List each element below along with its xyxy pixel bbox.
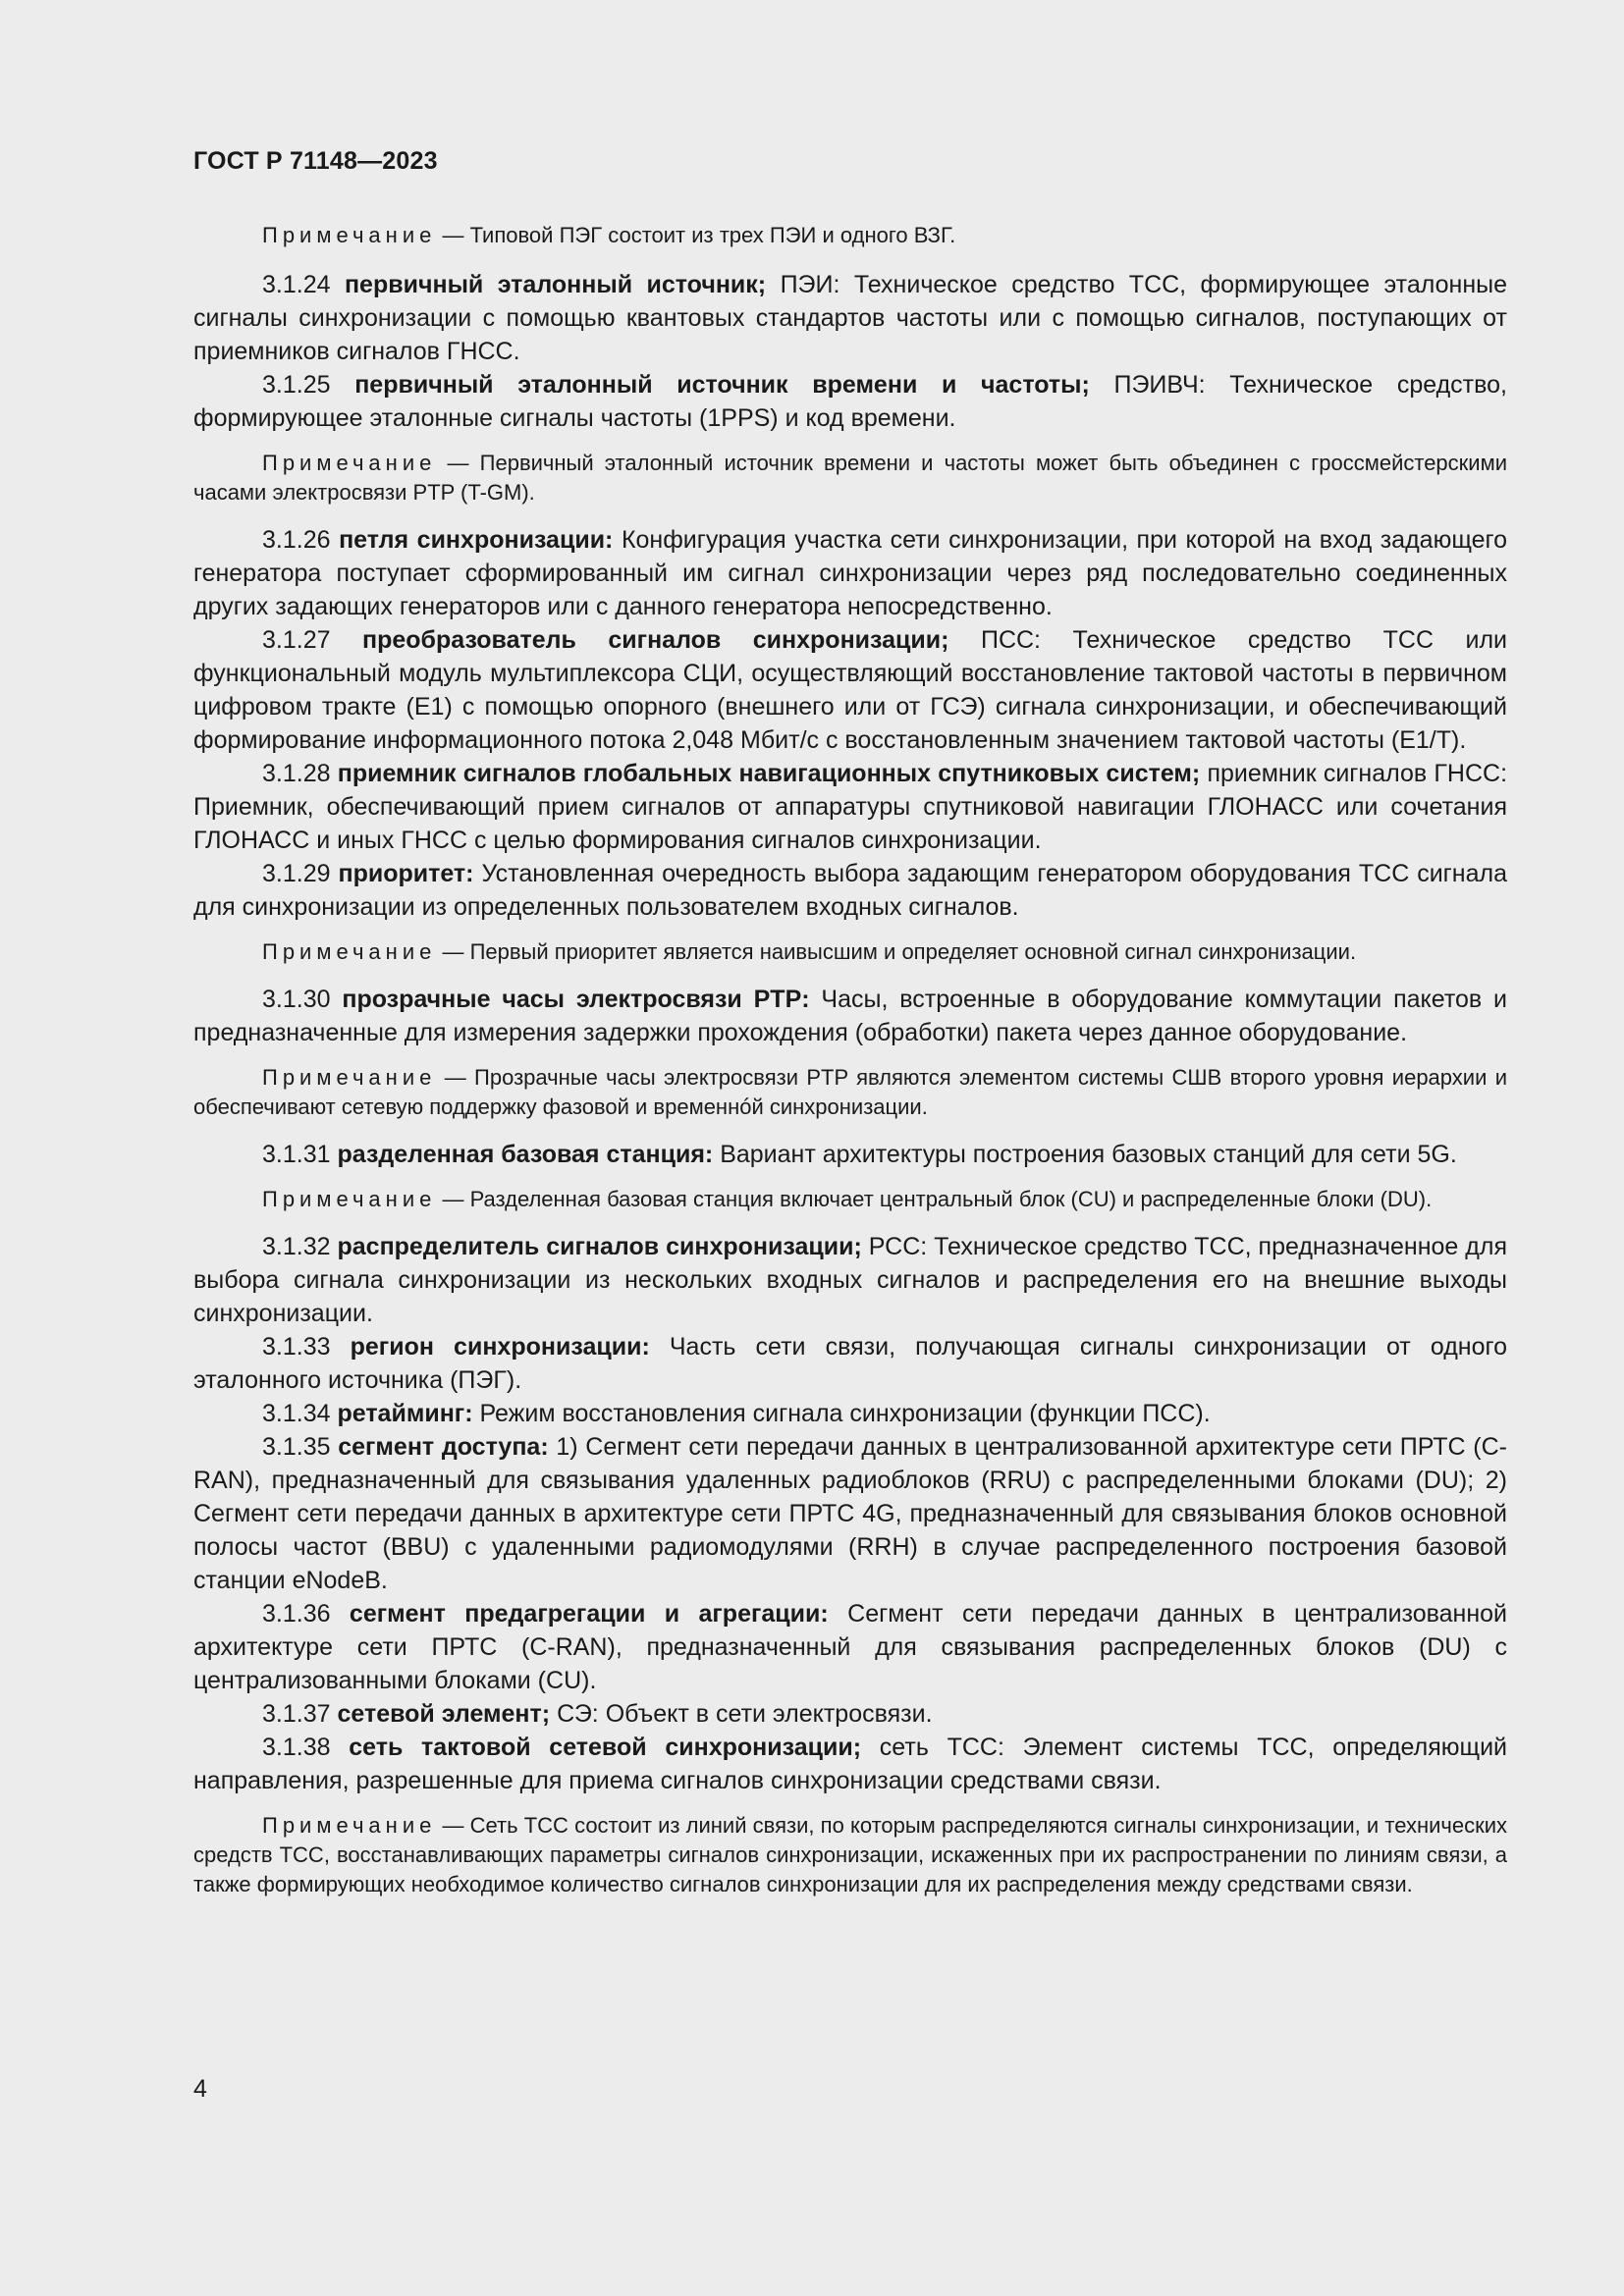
term-name: сетевой элемент; xyxy=(337,1700,551,1728)
term-number: 3.1.30 xyxy=(262,986,331,1013)
note xyxy=(193,1063,1507,1122)
note-dash: — xyxy=(436,1813,470,1838)
note xyxy=(193,937,1507,967)
term-definition xyxy=(193,1597,1507,1697)
term-number: 3.1.38 xyxy=(262,1734,331,1761)
term-name: ретайминг: xyxy=(337,1400,473,1427)
term-text: Режим восстановления сигнала синхронизации (функции ПСС). xyxy=(479,1400,1211,1427)
note-label: Примечание xyxy=(262,939,437,964)
term-name: петля синхронизации: xyxy=(339,526,614,554)
term-number: 3.1.29 xyxy=(262,860,331,887)
term-text: ПЭИ: Техническое средство ТСС, формирующее эталонные сигналы синхронизации с помощью квантовых стандартов частоты или с помощью сигналов, поступающих от приемников сигналов ГНСС. xyxy=(193,271,1507,365)
note-text: Сеть ТСС состоит из линий связи, по которым распределяются сигналы синхронизации, и технических средств ТСС, восстанавливающих параметры сигналов синхронизации, искаженных при их распространении по линиям связи, а также формирующих необходимое количество сигналов синхронизации для их распределения между средствами связи. xyxy=(193,1813,1507,1896)
term-definition xyxy=(193,757,1507,857)
term-text: 1) Сегмент сети передачи данных в централизованной архитектуре сети ПРТС (C-RAN), предназначенный для связывания удаленных радиоблоков (RRU) с распределенными блоками (DU); 2) Сегмент сети передачи данных в архитектуре сети ПРТС 4G, предназначенный для связывания блоков основной полосы частот (BBU) с удаленными радиомодулями (RRH) в случае распределенного построения базовой станции eNodeB. xyxy=(193,1433,1507,1594)
note-dash: — xyxy=(436,939,470,964)
term-text: Часть сети связи, получающая сигналы синхронизации от одного эталонного источника (ПЭГ). xyxy=(193,1333,1507,1394)
term-text: РСС: Техническое средство ТСС, предназначенное для выбора сигнала синхронизации из нескольких входных сигналов и распределения его на внешние выходы синхронизации. xyxy=(193,1233,1507,1327)
term-number: 3.1.33 xyxy=(262,1333,331,1361)
term-definition xyxy=(193,1397,1507,1430)
term-definition xyxy=(193,1230,1507,1330)
term-name: приоритет: xyxy=(338,860,474,887)
term-definition xyxy=(193,268,1507,368)
note-text: Первичный эталонный источник времени и частоты может быть объединен с гроссмейстерскими часами электросвязи PTP (T-GM). xyxy=(193,451,1507,505)
note-label: Примечание xyxy=(262,1065,437,1090)
note-dash: — xyxy=(436,451,480,475)
note-label: Примечание xyxy=(262,1187,437,1211)
term-number: 3.1.34 xyxy=(262,1400,331,1427)
term-number: 3.1.32 xyxy=(262,1233,331,1260)
term-definition xyxy=(193,368,1507,435)
term-name: преобразователь сигналов синхронизации; xyxy=(362,626,949,654)
page-number: 4 xyxy=(193,2075,207,2103)
note-dash: — xyxy=(436,1065,475,1090)
term-number: 3.1.26 xyxy=(262,526,331,554)
term-text: Часы, встроенные в оборудование коммутации пакетов и предназначенные для измерения задержки прохождения (обработки) пакета через данное оборудование. xyxy=(193,986,1507,1046)
term-definition xyxy=(193,983,1507,1049)
note-label: Примечание xyxy=(262,451,437,475)
term-name: сеть тактовой сетевой синхронизации; xyxy=(349,1734,862,1761)
document-body xyxy=(193,221,1507,1899)
note xyxy=(193,449,1507,507)
note-label: Примечание xyxy=(262,1813,437,1838)
note-dash: — xyxy=(436,1187,470,1211)
term-number: 3.1.24 xyxy=(262,271,331,298)
note-dash: — xyxy=(436,223,470,247)
term-name: первичный эталонный источник времени и частоты; xyxy=(354,371,1090,399)
term-number: 3.1.37 xyxy=(262,1700,331,1728)
note-text: Разделенная базовая станция включает центральный блок (CU) и распределенные блоки (DU). xyxy=(469,1187,1433,1211)
term-number: 3.1.27 xyxy=(262,626,331,654)
note-label: Примечание xyxy=(262,223,437,247)
term-text: СЭ: Объект в сети электросвязи. xyxy=(557,1700,933,1728)
term-text: сеть ТСС: Элемент системы ТСС, определяющий направления, разрешенные для приема сигналов синхронизации средствами связи. xyxy=(193,1734,1508,1794)
term-name: прозрачные часы электросвязи PTP: xyxy=(342,986,810,1013)
term-number: 3.1.31 xyxy=(262,1141,331,1168)
term-text: ПЭИВЧ: Техническое средство, формирующее эталонные сигналы частоты (1PPS) и код времени. xyxy=(193,371,1507,432)
document-header: ГОСТ Р 71148—2023 xyxy=(193,147,438,175)
term-text: Вариант архитектуры построения базовых станций для сети 5G. xyxy=(720,1141,1457,1168)
note-text: Первый приоритет является наивысшим и определяет основной сигнал синхронизации. xyxy=(469,939,1357,964)
term-text: приемник сигналов ГНСС: Приемник, обеспечивающий прием сигналов от аппаратуры спутниковой навигации ГЛОНАСС или сочетания ГЛОНАСС и иных ГНСС с целью формирования сигналов синхронизации. xyxy=(193,760,1508,854)
term-definition xyxy=(193,1430,1507,1597)
term-number: 3.1.28 xyxy=(262,760,331,787)
term-name: сегмент предагрегации и агрегации: xyxy=(349,1600,829,1628)
term-definition xyxy=(193,1138,1507,1171)
term-definition xyxy=(193,1731,1507,1797)
note xyxy=(193,1811,1507,1899)
term-definition xyxy=(193,1330,1507,1397)
note-text: Типовой ПЭГ состоит из трех ПЭИ и одного ВЗГ. xyxy=(469,223,956,247)
term-definition xyxy=(193,523,1507,623)
term-name: сегмент доступа: xyxy=(338,1433,549,1461)
term-name: разделенная базовая станция: xyxy=(337,1141,714,1168)
term-name: первичный эталонный источник; xyxy=(344,271,767,298)
note-text: Прозрачные часы электросвязи PTP являются элементом системы СШВ второго уровня иерархии и обеспечивают сетевую поддержку фазовой и временнóй синхронизации. xyxy=(193,1065,1507,1119)
term-name: регион синхронизации: xyxy=(350,1333,650,1361)
term-name: приемник сигналов глобальных навигационных спутниковых систем; xyxy=(337,760,1201,787)
note xyxy=(193,1185,1507,1214)
term-definition xyxy=(193,1697,1507,1731)
term-text: Конфигурация участка сети синхронизации, при которой на вход задающего генератора поступает сформированный им сигнал синхронизации через ряд последовательно соединенных других задающих генераторов или с данного генератора непосредственно. xyxy=(193,526,1507,620)
term-number: 3.1.25 xyxy=(262,371,331,399)
term-text: Установленная очередность выбора задающим генератором оборудования ТСС сигнала для синхронизации из определенных пользователем входных сигналов. xyxy=(193,860,1508,921)
term-definition xyxy=(193,857,1507,924)
note xyxy=(193,221,1507,250)
term-definition xyxy=(193,623,1507,757)
term-text: Сегмент сети передачи данных в централизованной архитектуре сети ПРТС (C-RAN), предназначенный для связывания распределенных блоков (DU) с централизованными блоками (CU). xyxy=(193,1600,1508,1694)
document-page xyxy=(193,147,1507,1915)
term-number: 3.1.36 xyxy=(262,1600,331,1628)
term-number: 3.1.35 xyxy=(262,1433,331,1461)
term-text: ПСС: Техническое средство ТСС или функциональный модуль мультиплексора СЦИ, осуществляющий восстановление тактовой частоты в первичном цифровом тракте (Е1) с помощью опорного (внешнего или от ГСЭ) сигнала синхронизации, и обеспечивающий формирование информационного потока 2,048 Мбит/с с восстановленным значением тактовой частоты (Е1/Т). xyxy=(193,626,1508,754)
term-name: распределитель сигналов синхронизации; xyxy=(337,1233,862,1260)
